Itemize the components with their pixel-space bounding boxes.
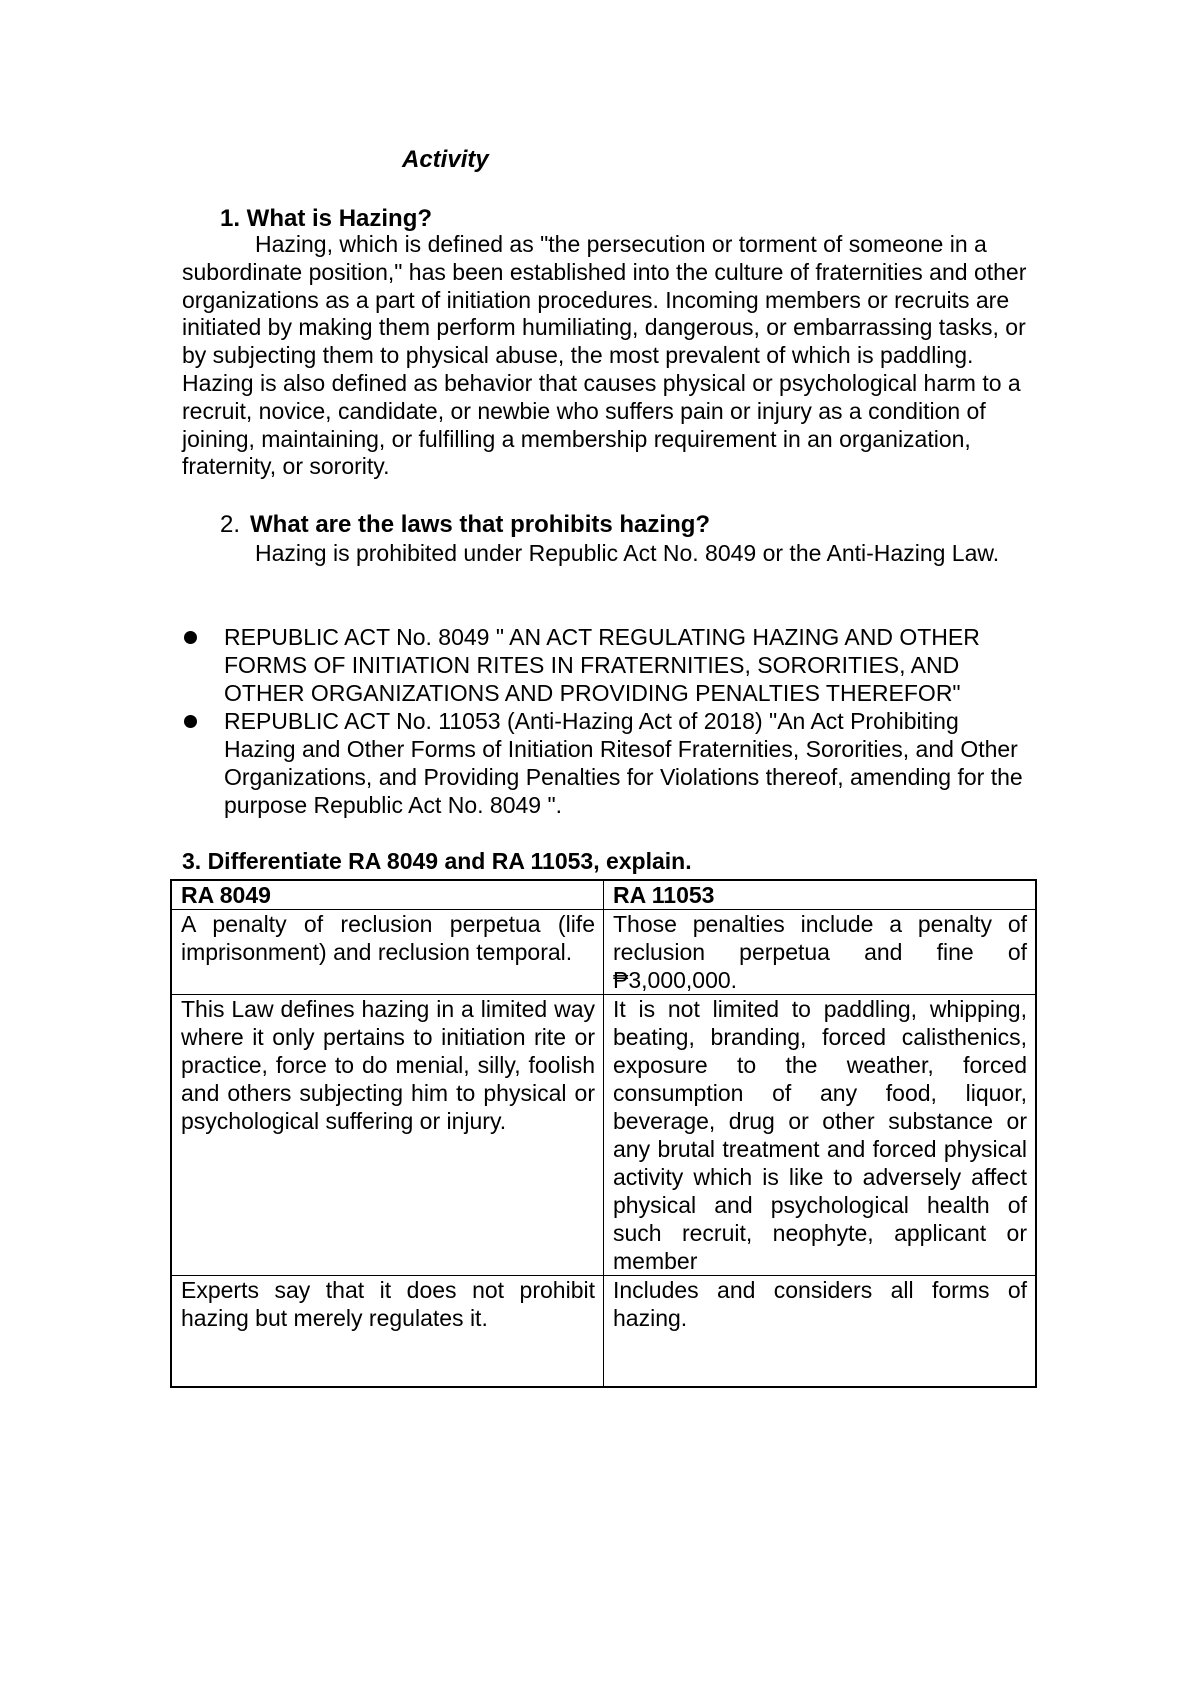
- table-row: [171, 1276, 1036, 1388]
- list-item: [182, 707, 1032, 819]
- table-cell: It is not limited to paddling, whipping, beating, branding, forced calisthenics, exposure to the weather, forced consumption of any food, liquor, beverage, drug or other substance or any brutal treatment and forced physical activity which is like to adversely affect physical and psychological health of such recruit, neophyte, applicant or member: [604, 995, 1037, 1276]
- question-1-heading: 1. What is Hazing?: [220, 205, 433, 232]
- table-row: [171, 910, 1036, 995]
- table-header-row: [171, 880, 1036, 910]
- table-header-ra-8049: RA 8049: [171, 880, 604, 910]
- law-ra-8049: REPUBLIC ACT No. 8049 " AN ACT REGULATING HAZING AND OTHER FORMS OF INITIATION RITES IN FRATERNITIES, SORORITIES, AND OTHER ORGANIZATIONS AND PROVIDING PENALTIES THEREFOR": [224, 624, 980, 706]
- page-title: Activity: [402, 146, 489, 173]
- bullet-icon: [184, 715, 197, 728]
- question-1-answer: Hazing, which is defined as "the persecution or torment of someone in a subordinate position," has been established into the culture of fraternities and other organizations as a part of initiation procedures. Incoming members or recruits are initiated by making them perform humiliating, dangerous, or embarrassing tasks, or by subjecting them to physical abuse, the most prevalent of which is paddling. Hazing is also defined as behavior that causes physical or psychological harm to a recruit, novice, candidate, or newbie who suffers pain or injury as a condition of joining, maintaining, or fulfilling a membership requirement in an organization, fraternity, or sorority.: [182, 231, 1027, 480]
- table-cell: A penalty of reclusion perpetua (life imprisonment) and reclusion temporal.: [171, 910, 604, 995]
- question-2-heading: [220, 511, 710, 539]
- question-3-heading: 3. Differentiate RA 8049 and RA 11053, explain.: [182, 848, 692, 874]
- laws-list: [182, 623, 1032, 819]
- table-header-ra-11053: RA 11053: [604, 880, 1037, 910]
- table-cell: This Law defines hazing in a limited way where it only pertains to initiation rite or practice, force to do menial, silly, foolish and others subjecting him to physical or psychological suffering or injury.: [171, 995, 604, 1276]
- list-item: [182, 623, 1032, 707]
- table-cell: Includes and considers all forms of hazing.: [604, 1276, 1037, 1388]
- law-ra-11053: REPUBLIC ACT No. 11053 (Anti-Hazing Act of 2018) "An Act Prohibiting Hazing and Other Forms of Initiation Ritesof Fraternities, Sororities, and Other Organizations, and Providing Penalties for Violations thereof, amending for the purpose Republic Act No. 8049 ".: [224, 708, 1023, 818]
- question-2-answer: Hazing is prohibited under Republic Act No. 8049 or the Anti-Hazing Law.: [255, 540, 1000, 566]
- table-cell: Those penalties include a penalty of reclusion perpetua and fine of ₱3,000,000.: [604, 910, 1037, 995]
- table-row: [171, 995, 1036, 1276]
- comparison-table: [170, 879, 1037, 1388]
- bullet-icon: [184, 631, 197, 644]
- table-cell: Experts say that it does not prohibit hazing but merely regulates it.: [171, 1276, 604, 1388]
- question-2-text: What are the laws that prohibits hazing?: [250, 511, 711, 538]
- question-2-number: 2.: [220, 511, 241, 538]
